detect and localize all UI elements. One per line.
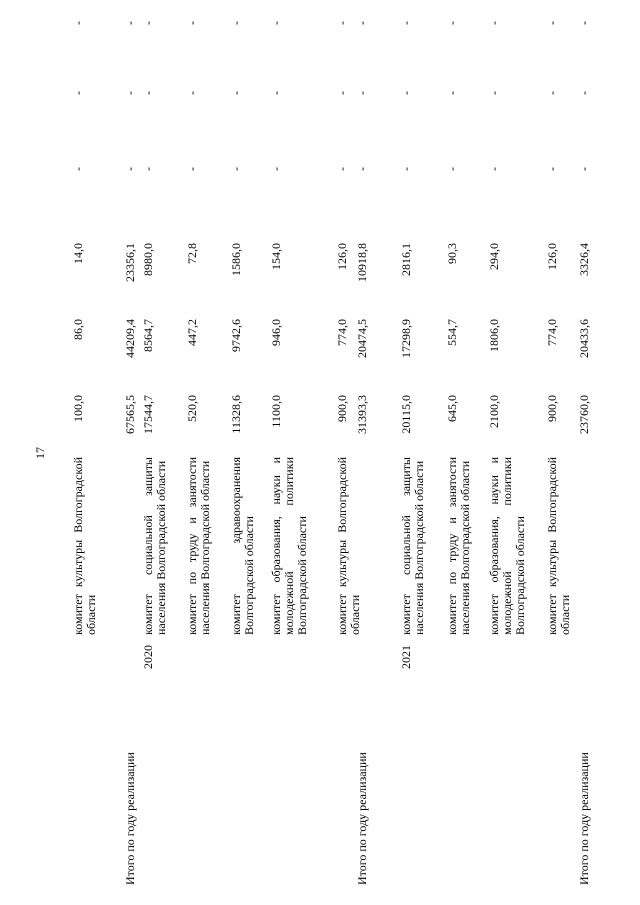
value-cell: 1100,0 (269, 395, 283, 428)
value-cell: 900,0 (335, 395, 349, 422)
row-organization: комитет по труду и занятости населения Волгоградской области (445, 457, 472, 635)
value-cell: - (269, 21, 283, 25)
value-cell: - (335, 21, 349, 25)
value-cell: - (399, 21, 413, 25)
value-cell: 2100,0 (487, 395, 501, 428)
value-cell: - (399, 167, 413, 171)
row-total-label: Итого по году реализации (123, 752, 137, 885)
value-cell: - (185, 21, 199, 25)
value-cell: - (355, 21, 369, 25)
value-cell: - (71, 167, 85, 171)
value-cell: 11328,6 (229, 395, 243, 434)
row-organization: комитет культуры Волгоградской области (545, 457, 572, 635)
row-organization: комитет по труду и занятости населения Волгоградской области (185, 457, 212, 635)
row-total-label: Итого по году реализации (355, 752, 369, 885)
value-cell: 23356,1 (123, 243, 137, 282)
value-cell: - (577, 167, 591, 171)
value-cell: 3326,4 (577, 243, 591, 276)
value-cell: - (229, 167, 243, 171)
value-cell: 67565,5 (123, 395, 137, 434)
value-cell: - (545, 167, 559, 171)
value-cell: - (123, 21, 137, 25)
row-organization: комитет социальной защиты населения Волгоградской области (141, 457, 168, 635)
row-organization: комитет культуры Волгоградской области (335, 457, 362, 635)
value-cell: - (229, 21, 243, 25)
value-cell: 90,3 (445, 243, 459, 264)
value-cell: - (123, 167, 137, 171)
value-cell: 44209,4 (123, 319, 137, 358)
value-cell: 100,0 (71, 395, 85, 422)
value-cell: 774,0 (545, 319, 559, 346)
value-cell: 17544,7 (141, 395, 155, 434)
row-organization: комитет здравоохранения Волгоградской области (229, 457, 256, 635)
value-cell: 154,0 (269, 243, 283, 270)
value-cell: - (445, 167, 459, 171)
value-cell: 86,0 (71, 319, 85, 340)
value-cell: - (545, 91, 559, 95)
value-cell: 2816,1 (399, 243, 413, 276)
value-cell: - (399, 91, 413, 95)
value-cell: - (577, 21, 591, 25)
value-cell: 10918,8 (355, 243, 369, 282)
row-organization: комитет культуры Волгоградской области (71, 457, 98, 635)
value-cell: - (141, 21, 155, 25)
value-cell: 126,0 (545, 243, 559, 270)
value-cell: - (445, 21, 459, 25)
value-cell: - (269, 91, 283, 95)
value-cell: 20474,5 (355, 319, 369, 358)
value-cell: 72,8 (185, 243, 199, 264)
value-cell: 520,0 (185, 395, 199, 422)
value-cell: - (71, 21, 85, 25)
row-organization: комитет образования, науки и молодежной политики Волгоградской области (269, 457, 309, 635)
value-cell: - (185, 167, 199, 171)
value-cell: 1586,0 (229, 243, 243, 276)
value-cell: - (577, 91, 591, 95)
value-cell: 447,2 (185, 319, 199, 346)
value-cell: - (545, 21, 559, 25)
value-cell: 9742,6 (229, 319, 243, 352)
value-cell: - (335, 167, 349, 171)
value-cell: - (269, 167, 283, 171)
value-cell: 554,7 (445, 319, 459, 346)
page-number: 17 (33, 447, 47, 459)
value-cell: - (123, 91, 137, 95)
value-cell: 774,0 (335, 319, 349, 346)
value-cell: 126,0 (335, 243, 349, 270)
row-organization: комитет социальной защиты населения Волгоградской области (399, 457, 426, 635)
value-cell: - (355, 167, 369, 171)
value-cell: 20115,0 (399, 395, 413, 434)
value-cell: - (487, 167, 501, 171)
value-cell: 294,0 (487, 243, 501, 270)
value-cell: 946,0 (269, 319, 283, 346)
value-cell: 31393,3 (355, 395, 369, 434)
value-cell: 17298,9 (399, 319, 413, 358)
value-cell: - (335, 91, 349, 95)
value-cell: 14,0 (71, 243, 85, 264)
value-cell: - (229, 91, 243, 95)
row-year: 2021 (399, 645, 413, 669)
row-organization: комитет образования, науки и молодежной политики Волгоградской области (487, 457, 527, 635)
row-year: 2020 (141, 645, 155, 669)
value-cell: 23760,0 (577, 395, 591, 434)
value-cell: 645,0 (445, 395, 459, 422)
value-cell: - (487, 91, 501, 95)
value-cell: 1806,0 (487, 319, 501, 352)
value-cell: - (355, 91, 369, 95)
value-cell: - (141, 91, 155, 95)
value-cell: - (141, 167, 155, 171)
value-cell: - (185, 91, 199, 95)
value-cell: - (445, 91, 459, 95)
value-cell: 8980,0 (141, 243, 155, 276)
row-total-label: Итого по году реализации (577, 752, 591, 885)
value-cell: - (487, 21, 501, 25)
value-cell: - (71, 91, 85, 95)
value-cell: 8564,7 (141, 319, 155, 352)
value-cell: 20433,6 (577, 319, 591, 358)
value-cell: 900,0 (545, 395, 559, 422)
